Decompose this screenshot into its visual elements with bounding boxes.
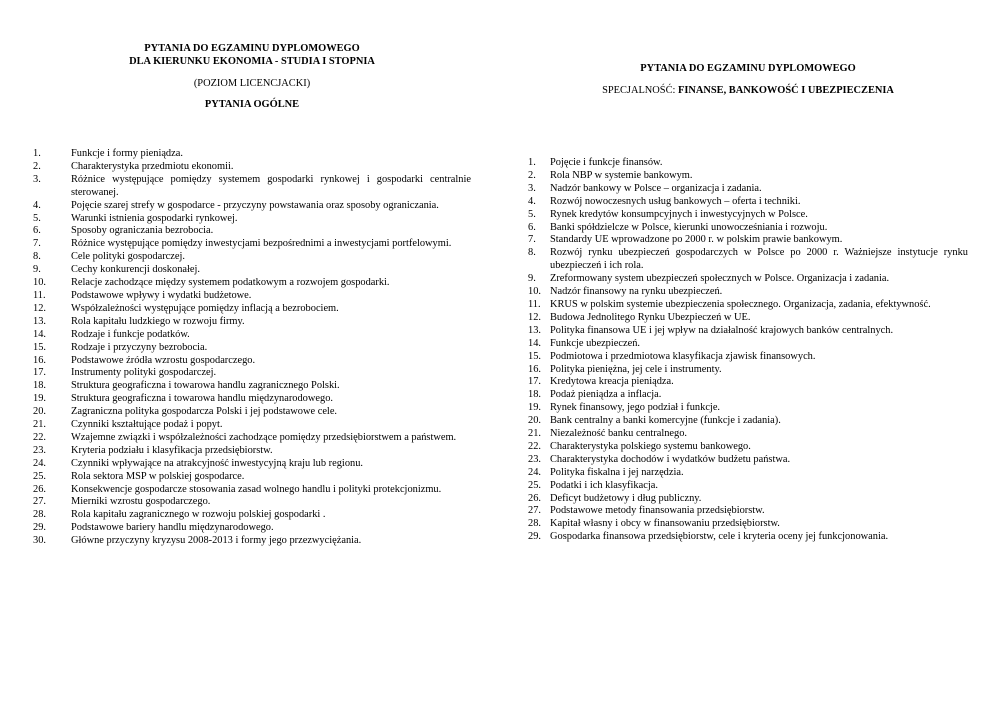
right-question-item [528, 351, 968, 364]
left-question-item [33, 174, 471, 200]
left-question-item [33, 148, 471, 161]
left-question-item [33, 238, 471, 251]
question-number: 8. [33, 251, 41, 263]
question-number: 3. [33, 173, 41, 185]
question-number: 29. [33, 522, 46, 534]
question-number: 2. [33, 160, 41, 172]
question-text: Deficyt budżetowy i dług publiczny. [550, 492, 702, 504]
question-text: Rodzaje i przyczyny bezrobocia. [71, 341, 208, 353]
question-text: Rynek finansowy, jego podział i funkcje. [550, 402, 721, 414]
question-number: 13. [33, 315, 46, 327]
question-text: Podatki i ich klasyfikacja. [550, 479, 658, 491]
question-number: 21. [33, 419, 46, 431]
question-text: Różnice występujące pomiędzy inwestycjami bezpośrednimi a inwestycjami portfelowymi. [71, 238, 452, 250]
question-number: 24. [33, 457, 46, 469]
left-question-item [33, 290, 471, 303]
left-question-item [33, 264, 471, 277]
left-title-line1: PYTANIA DO EGZAMINU DYPLOMOWEGO [144, 43, 360, 54]
question-number: 14. [33, 328, 46, 340]
right-question-item [528, 247, 968, 273]
question-text: Struktura geograficzna i towarowa handlu międzynarodowego. [71, 393, 333, 405]
left-question-item [33, 225, 471, 238]
question-number: 19. [528, 402, 541, 414]
question-text: Wzajemne związki i współzależności zachodzące pomiędzy przedsiębiorstwem a państwem. [71, 431, 457, 443]
question-text: Polityka pieniężna, jej cele i instrumenty. [550, 363, 722, 375]
question-number: 16. [528, 363, 541, 375]
right-question-item [528, 234, 968, 247]
question-text: Zagraniczna polityka gospodarcza Polski i jej podstawowe cele. [71, 406, 338, 418]
question-number: 12. [528, 311, 541, 323]
left-question-item [33, 419, 471, 432]
left-question-item [33, 432, 471, 445]
right-question-item [528, 183, 968, 196]
question-number: 1. [528, 157, 536, 168]
right-question-item [528, 467, 968, 480]
question-number: 16. [33, 354, 46, 366]
right-specialty [528, 84, 968, 97]
question-text: Kredytowa kreacja pieniądza. [550, 376, 674, 388]
question-text: Główne przyczyny kryzysu 2008-2013 i formy jego przezwyciężania. [71, 535, 362, 547]
question-number: 7. [33, 238, 41, 250]
left-question-item [33, 484, 471, 497]
right-question-item [528, 312, 968, 325]
question-number: 4. [528, 195, 536, 207]
question-text: Podstawowe metody finansowania przedsiębiorstw. [550, 505, 765, 517]
left-question-item [33, 161, 471, 174]
right-question-item [528, 364, 968, 377]
left-column [33, 42, 471, 548]
question-text: Rynek kredytów konsumpcyjnych i inwestycyjnych w Polsce. [550, 208, 808, 220]
right-question-item [528, 286, 968, 299]
question-text: Rola kapitału zagranicznego w rozwoju polskiej gospodarki . [71, 509, 326, 521]
right-question-item [528, 222, 968, 235]
question-number: 18. [33, 380, 46, 392]
right-question-item [528, 157, 968, 170]
question-number: 28. [33, 509, 46, 521]
left-question-item [33, 213, 471, 226]
left-question-list [33, 148, 471, 548]
right-question-item [528, 493, 968, 506]
question-number: 6. [33, 225, 41, 237]
question-text: Struktura geograficzna i towarowa handlu zagranicznego Polski. [71, 380, 340, 392]
question-text: Podstawowe bariery handlu międzynarodowego. [71, 522, 274, 534]
right-question-item [528, 454, 968, 467]
left-question-item [33, 393, 471, 406]
question-text: Charakterystyka przedmiotu ekonomii. [71, 160, 234, 172]
question-number: 17. [528, 376, 541, 388]
question-number: 28. [528, 518, 541, 530]
question-text: Gospodarka finansowa przedsiębiorstw, cele i kryteria oceny jej funkcjonowania. [550, 531, 889, 543]
question-number: 23. [33, 444, 46, 456]
question-text: Polityka fiskalna i jej narzędzia. [550, 466, 684, 478]
left-question-item [33, 342, 471, 355]
question-number: 10. [33, 277, 46, 289]
question-number: 20. [528, 415, 541, 427]
left-question-item [33, 251, 471, 264]
left-question-item [33, 406, 471, 419]
right-question-list [528, 157, 968, 544]
left-question-item [33, 316, 471, 329]
question-text: Rola kapitału ludzkiego w rozwoju firmy. [71, 315, 245, 327]
right-question-item [528, 209, 968, 222]
left-question-item [33, 458, 471, 471]
question-text: Relacje zachodzące między systemem podatkowym a rozwojem gospodarki. [71, 277, 390, 289]
question-text: Kryteria podziału i klasyfikacja przedsiębiorstw. [71, 444, 273, 456]
question-text: Nadzór finansowy na rynku ubezpieczeń. [550, 286, 723, 298]
right-question-item [528, 402, 968, 415]
left-level: (POZIOM LICENCJACKI) [193, 78, 311, 89]
left-title-line2: DLA KIERUNKU EKONOMIA - STUDIA I STOPNIA [129, 56, 375, 67]
question-text: Funkcje ubezpieczeń. [550, 337, 641, 349]
question-number: 11. [33, 289, 46, 301]
right-question-item [528, 441, 968, 454]
question-text: Sposoby ograniczania bezrobocia. [71, 225, 214, 237]
question-text: Niezależność banku centralnego. [550, 428, 688, 440]
question-text: Rodzaje i funkcje podatków. [71, 328, 190, 340]
specialty-name: FINANSE, BANKOWOŚĆ I UBEZPIECZENIA [678, 85, 894, 96]
question-text: Podstawowe wpływy i wydatki budżetowe. [71, 289, 252, 301]
question-number: 9. [33, 264, 41, 276]
question-number: 23. [528, 453, 541, 465]
right-question-item [528, 338, 968, 351]
left-question-item [33, 367, 471, 380]
question-number: 3. [528, 182, 536, 194]
question-text: Różnice występujące pomiędzy systemem gospodarki rynkowej i gospodarki centralnie sterowanej. [71, 173, 471, 198]
question-number: 17. [33, 367, 46, 379]
question-number: 21. [528, 428, 541, 440]
question-text: Nadzór bankowy w Polsce – organizacja i zadania. [550, 182, 762, 194]
left-question-item [33, 303, 471, 316]
question-number: 27. [33, 496, 46, 508]
question-number: 11. [528, 298, 541, 310]
question-text: Podstawowe źródła wzrostu gospodarczego. [71, 354, 256, 366]
question-number: 25. [528, 479, 541, 491]
question-text: Podmiotowa i przedmiotowa klasyfikacja zjawisk finansowych. [550, 350, 816, 362]
question-number: 5. [528, 208, 536, 220]
specialty-label: SPECJALNOŚĆ: [602, 85, 678, 96]
question-number: 14. [528, 337, 541, 349]
left-question-item [33, 496, 471, 509]
right-question-item [528, 376, 968, 389]
question-text: Pojęcie i funkcje finansów. [550, 157, 663, 168]
question-number: 7. [528, 234, 536, 246]
question-text: Rola NBP w systemie bankowym. [550, 169, 693, 181]
question-number: 10. [528, 286, 541, 298]
question-number: 5. [33, 212, 41, 224]
right-question-item [528, 273, 968, 286]
left-question-item [33, 535, 471, 548]
right-question-item [528, 480, 968, 493]
right-question-item [528, 196, 968, 209]
question-number: 24. [528, 466, 541, 478]
question-number: 8. [528, 247, 536, 259]
left-question-item [33, 509, 471, 522]
right-question-item [528, 531, 968, 544]
question-text: Polityka finansowa UE i jej wpływ na działalność krajowych banków centralnych. [550, 324, 894, 336]
question-number: 4. [33, 199, 41, 211]
question-text: Kapitał własny i obcy w finansowaniu przedsiębiorstw. [550, 518, 780, 530]
question-text: KRUS w polskim systemie ubezpieczenia społecznego. Organizacja, zadania, efektywność. [550, 298, 931, 310]
left-question-item [33, 277, 471, 290]
question-text: Podaż pieniądza a inflacja. [550, 389, 662, 401]
question-number: 20. [33, 406, 46, 418]
right-question-item [528, 389, 968, 402]
question-text: Banki spółdzielcze w Polsce, kierunki unowocześniania i rozwoju. [550, 221, 828, 233]
question-number: 22. [528, 440, 541, 452]
right-question-item [528, 170, 968, 183]
question-text: Warunki istnienia gospodarki rynkowej. [71, 212, 238, 224]
question-text: Bank centralny a banki komercyjne (funkcje i zadania). [550, 415, 781, 427]
question-number: 1. [33, 148, 41, 159]
question-text: Rozwój rynku ubezpieczeń gospodarczych w Polsce po 2000 r. Ważniejsze instytucje rynku ubezpieczeń i ich rola. [550, 247, 968, 272]
right-question-item [528, 428, 968, 441]
left-question-item [33, 522, 471, 535]
question-text: Instrumenty polityki gospodarczej. [71, 367, 217, 379]
question-number: 15. [528, 350, 541, 362]
question-text: Cele polityki gospodarczej. [71, 251, 185, 263]
question-number: 29. [528, 531, 541, 543]
question-number: 30. [33, 535, 46, 547]
left-question-item [33, 355, 471, 368]
question-text: Cechy konkurencji doskonałej. [71, 264, 200, 276]
question-text: Czynniki kształtujące podaż i popyt. [71, 419, 223, 431]
left-question-item [33, 445, 471, 458]
question-text: Charakterystyka dochodów i wydatków budżetu państwa. [550, 453, 791, 465]
question-number: 15. [33, 341, 46, 353]
question-text: Mierniki wzrostu gospodarczego. [71, 496, 211, 508]
left-section-title: PYTANIA OGÓLNE [204, 99, 300, 110]
question-text: Charakterystyka polskiego systemu bankowego. [550, 440, 751, 452]
right-question-item [528, 518, 968, 531]
right-question-item [528, 325, 968, 338]
question-number: 26. [528, 492, 541, 504]
left-question-item [33, 380, 471, 393]
question-text: Standardy UE wprowadzone po 2000 r. w polskim prawie bankowym. [550, 234, 843, 246]
question-text: Funkcje i formy pieniądza. [71, 148, 183, 159]
left-question-item [33, 471, 471, 484]
question-number: 6. [528, 221, 536, 233]
question-text: Budowa Jednolitego Rynku Ubezpieczeń w UE. [550, 311, 751, 323]
question-text: Rola sektora MSP w polskiej gospodarce. [71, 470, 245, 482]
question-number: 26. [33, 483, 46, 495]
right-title: PYTANIA DO EGZAMINU DYPLOMOWEGO [640, 63, 856, 74]
question-number: 2. [528, 169, 536, 181]
question-text: Rozwój nowoczesnych usług bankowych – oferta i techniki. [550, 195, 801, 207]
question-text: Zreformowany system ubezpieczeń społecznych w Polsce. Organizacja i zadania. [550, 273, 890, 285]
question-text: Czynniki wpływające na atrakcyjność inwestycyjną kraju lub regionu. [71, 457, 364, 469]
question-text: Pojęcie szarej strefy w gospodarce - przyczyny powstawania oraz sposoby ograniczania. [71, 199, 439, 211]
right-question-item [528, 505, 968, 518]
question-number: 19. [33, 393, 46, 405]
right-question-item [528, 415, 968, 428]
question-number: 22. [33, 431, 46, 443]
left-question-item [33, 200, 471, 213]
question-number: 9. [528, 273, 536, 285]
question-number: 18. [528, 389, 541, 401]
question-text: Konsekwencje gospodarcze stosowania zasad wolnego handlu i polityki protekcjonizmu. [71, 483, 442, 495]
question-number: 25. [33, 470, 46, 482]
question-number: 12. [33, 302, 46, 314]
left-question-item [33, 329, 471, 342]
question-number: 27. [528, 505, 541, 517]
right-column [528, 62, 968, 544]
question-number: 13. [528, 324, 541, 336]
right-question-item [528, 299, 968, 312]
question-text: Współzależności występujące pomiędzy inflacją a bezrobociem. [71, 302, 339, 314]
